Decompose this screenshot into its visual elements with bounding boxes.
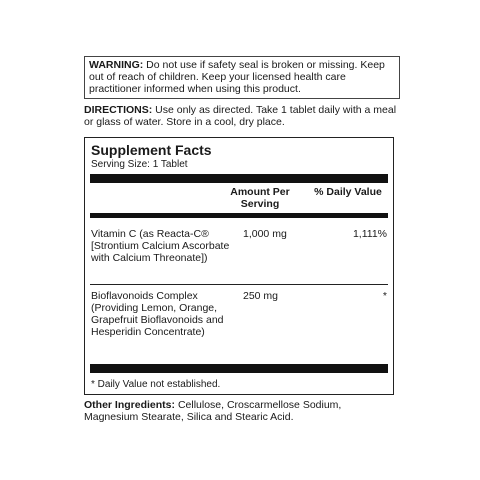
warning-label: WARNING: <box>89 59 144 71</box>
panel-title: Supplement Facts <box>91 142 212 158</box>
footnote: * Daily Value not established. <box>91 379 221 390</box>
warning-box <box>84 56 400 99</box>
other-ingredients-text: Cellulose, Croscarmellose Sodium, Magnesium Stearate, Silica and Stearic Acid. <box>84 399 342 423</box>
warning-text: Do not use if safety seal is broken or missing. Keep out of reach of children. Keep your licensed health care practitioner informed when using this product. <box>89 59 385 95</box>
medium-divider <box>90 213 388 218</box>
serving-size: Serving Size: 1 Tablet <box>91 159 188 170</box>
directions-label: DIRECTIONS: <box>84 104 153 116</box>
row-name-vitamin-c: Vitamin C (as Reacta-C® [Strontium Calcium Ascorbate with Calcium Threonate]) <box>91 228 230 264</box>
row-amount-vitamin-c: 1,000 mg <box>243 228 287 240</box>
directions-body: Use only as directed. Take 1 tablet daily with a meal or glass of water. Store in a cool, dry place. <box>84 104 397 128</box>
other-ingredients-label: Other Ingredients: <box>84 399 176 411</box>
directions-text <box>84 104 400 128</box>
header-daily-value: % Daily Value <box>314 186 382 198</box>
row-dv-vitamin-c: 1,111% <box>352 228 387 240</box>
row-divider <box>90 284 388 285</box>
supplement-facts-panel <box>84 137 394 395</box>
row-dv-bioflavonoids: * <box>382 290 387 302</box>
row-amount-bioflavonoids: 250 mg <box>243 290 279 302</box>
header-amount: Amount Per Serving <box>230 186 290 210</box>
thick-divider <box>90 174 388 183</box>
other-ingredients <box>84 399 384 423</box>
bottom-thick-divider <box>90 364 388 373</box>
row-name-bioflavonoids: Bioflavonoids Complex (Providing Lemon, Orange, Grapefruit Bioflavonoids and Hesperidin Concentrate) <box>91 290 224 338</box>
